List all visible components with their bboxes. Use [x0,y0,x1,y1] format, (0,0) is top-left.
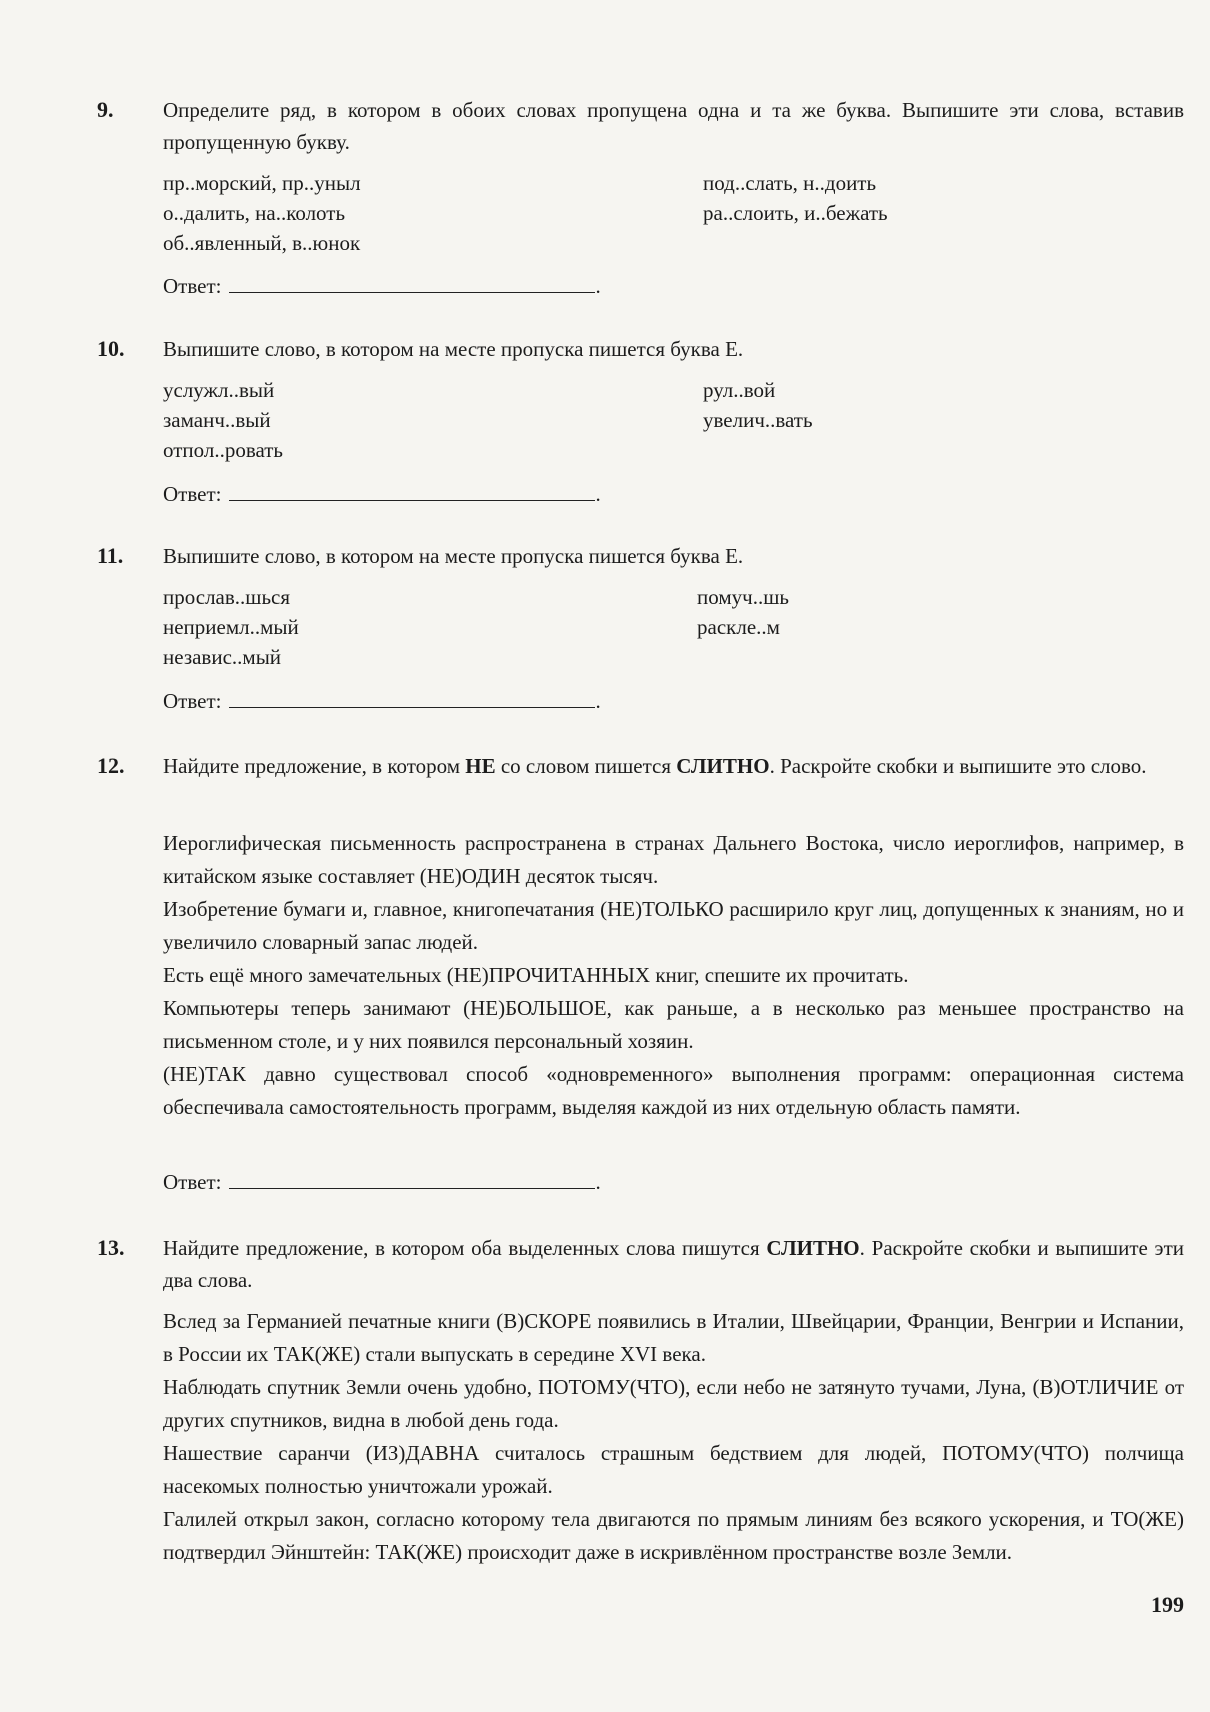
answer-dot: . [595,482,601,506]
sentence: (НЕ)ТАК давно существовал способ «одновременного» выполнения программ: операционная система обеспечивала самостоятельность программ, выделяя каждой из них отдельную область памяти. [163,1062,1184,1119]
option: раскле..м [697,615,780,639]
option: ра..слоить, и..бежать [703,201,888,225]
options-right [703,168,888,228]
sentences [163,1305,1184,1569]
option: отпол..ровать [163,438,284,462]
answer-dot: . [595,1170,601,1194]
options-left [163,168,361,258]
option: неприемл..мый [163,615,299,639]
answer-label: Ответ: [163,1170,222,1194]
option: прослав..шься [163,585,291,609]
options-right [697,582,789,642]
option: рул..вой [703,378,776,402]
sentence: Наблюдать спутник Земли очень удобно, ПОТОМУ(ЧТО), если небо не затянуто тучами, Луна, (В)ОТЛИЧИЕ от других спутников, видна в любой день года. [163,1375,1184,1432]
answer-dot: . [595,274,601,298]
task-question [163,1232,1184,1296]
options-right [703,375,813,435]
page-number: 199 [1151,1592,1184,1617]
answer-row [163,685,601,716]
options-left [163,375,283,465]
task-question: Определите ряд, в котором в обоих словах пропущена одна и та же буква. Выпишите эти слова, вставив пропущенную букву. [163,98,1184,154]
option: услужл..вый [163,378,275,402]
task-number: 10. [97,336,125,361]
task-number: 12. [97,753,125,778]
options-left [163,582,299,672]
sentence: Галилей открыл закон, согласно которому тела двигаются по прямым линиям без всякого ускорения, и ТО(ЖЕ) подтвердил Эйнштейн: ТАК(ЖЕ) происходит даже в искривлённом пространстве возле Земли. [163,1507,1184,1564]
task-question [163,750,1184,782]
sentence: Есть ещё много замечательных (НЕ)ПРОЧИТАННЫХ книг, спешите их прочитать. [163,963,909,987]
answer-row [163,270,601,301]
answer-dot: . [595,689,601,713]
option: независ..мый [163,645,282,669]
option: пр..морский, пр..уныл [163,171,361,195]
sentence: Иероглифическая письменность распространена в странах Дальнего Востока, число иероглифов, например, в китайском языке составляет (НЕ)ОДИН десяток тысяч. [163,831,1184,888]
task-number: 9. [97,97,114,122]
question-text: Найдите предложение, в котором оба выделенных слова пишутся [163,1236,767,1260]
answer-line[interactable] [229,270,595,293]
question-text: . Раскройте скобки и выпишите эти два слова. [163,1236,1184,1292]
question-text: Найдите предложение, в котором [163,754,466,778]
answer-label: Ответ: [163,482,222,506]
question-text: . Раскройте скобки и выпишите это слово. [769,754,1147,778]
question-emphasis: НЕ [465,754,496,778]
task-number: 11. [97,543,124,568]
sentence: Вслед за Германией печатные книги (В)СКОРЕ появились в Италии, Швейцарии, Франции, Венгрии и Испании, в России их ТАК(ЖЕ) стали выпускать в середине XVI века. [163,1309,1184,1366]
option: об..явленный, в..юнок [163,231,361,255]
answer-line[interactable] [229,685,595,708]
answer-label: Ответ: [163,274,222,298]
answer-row [163,1166,601,1197]
answer-line[interactable] [229,1166,595,1189]
sentences [163,827,1184,1124]
question-emphasis: СЛИТНО [766,1236,860,1260]
answer-label: Ответ: [163,689,222,713]
question-emphasis: СЛИТНО [676,754,770,778]
sentence: Нашествие саранчи (ИЗ)ДАВНА считалось страшным бедствием для людей, ПОТОМУ(ЧТО) полчища насекомых полностью уничтожали урожай. [163,1441,1184,1498]
task-question: Выпишите слово, в котором на месте пропуска пишется буква Е. [163,337,744,361]
answer-row [163,478,601,509]
task-question: Выпишите слово, в котором на месте пропуска пишется буква Е. [163,544,744,568]
option: помуч..шь [697,585,789,609]
question-text: со словом пишется [495,754,677,778]
option: увелич..вать [703,408,813,432]
task-number: 13. [97,1235,125,1260]
answer-line[interactable] [229,478,595,501]
option: о..далить, на..колоть [163,201,346,225]
option: заманч..вый [163,408,271,432]
option: под..слать, н..доить [703,171,877,195]
sentence: Компьютеры теперь занимают (НЕ)БОЛЬШОЕ, как раньше, а в несколько раз меньшее пространство на письменном столе, и у них появился персональный хозяин. [163,996,1184,1053]
sentence: Изобретение бумаги и, главное, книгопечатания (НЕ)ТОЛЬКО расширило круг лиц, допущенных к знаниям, но и увеличило словарный запас людей. [163,897,1184,954]
